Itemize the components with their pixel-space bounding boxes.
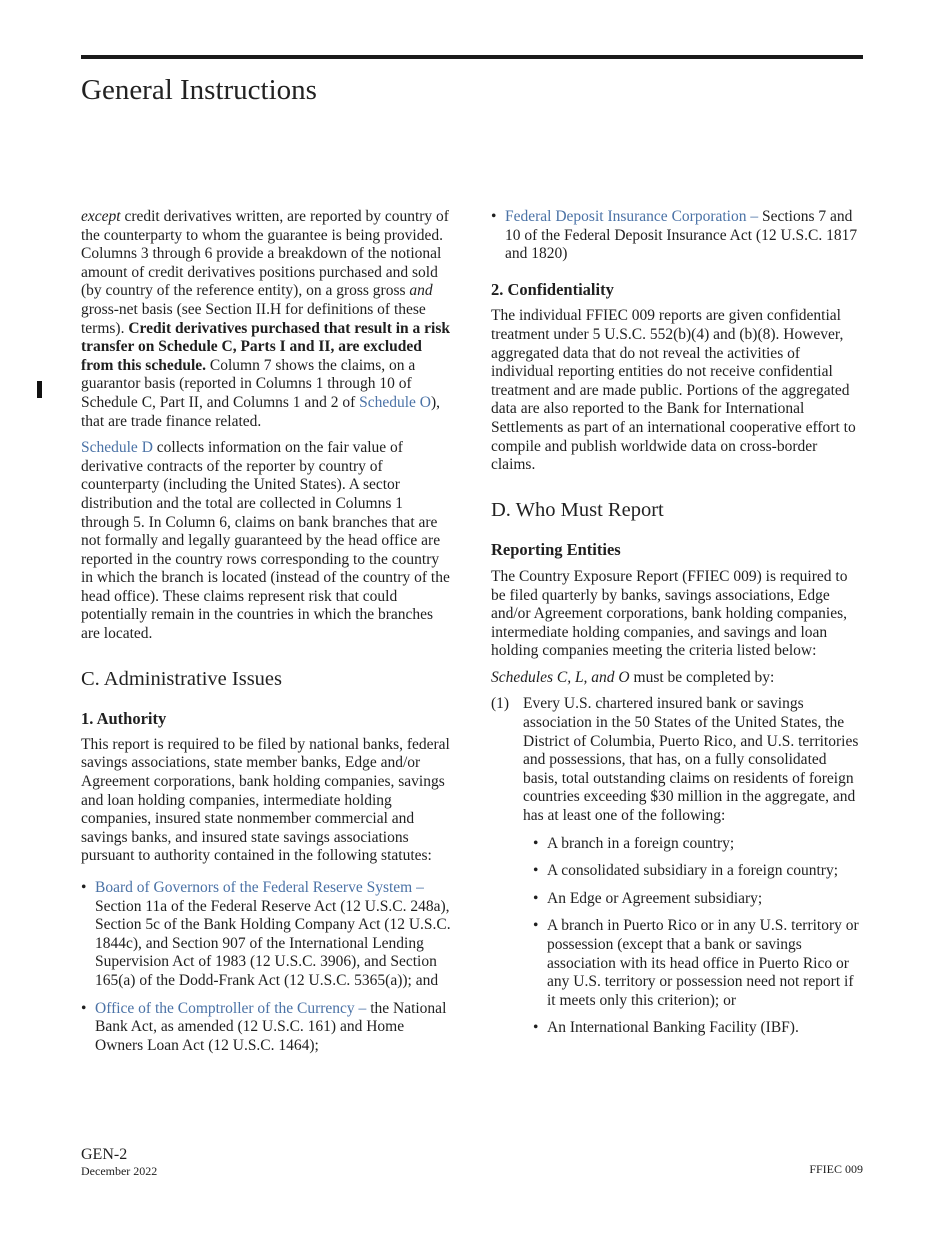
- change-bar: [37, 381, 42, 398]
- page-number: GEN-2: [81, 1146, 128, 1163]
- confidentiality-heading: 2. Confidentiality: [491, 279, 614, 299]
- authority-statutes-list: [81, 879, 455, 1055]
- reporting-entities-paragraph: The Country Exposure Report (FFIEC 009) is required to be filed quarterly by banks, savings associations, Edge and/or Agreement corporations, bank holding companies, intermediate holding companies, and savings and loan holding companies meeting the criteria listed below:: [491, 567, 848, 660]
- credit-derivatives-paragraph: except credit derivatives written, are reported by country of the counterparty to whom the guarantee is being provided. Columns 3 through 6 provide a breakdown of the notional amount of credit derivatives positions purchased and sold (by country of the reference entity), on a gross gross and gross-net basis (see Section II.H for definitions of these terms). Credit derivatives purchased that result in a risk transfer on Schedule C, Parts I and II, are excluded from this schedule. Column 7 shows the claims, on a guarantor basis (reported in Columns 1 through 10 of Schedule C, Part II, and Columns 1 and 2 of Schedule O), that are trade finance related.: [81, 208, 450, 430]
- list-item: • Board of Governors of the Federal Reserve System – Section 11a of the Federal Reserve Act (12 U.S.C. 248a), Section 5c of the Bank Holding Company Act (12 U.S.C. 1844c), and Section 907 of the International Lending Supervision Act of 1983 (12 U.S.C. 3906), and Section 165(a) of the Dodd-Frank Act (12 U.S.C. 5365(a)); and: [81, 879, 455, 991]
- list-item: • An Edge or Agreement subsidiary;: [533, 890, 865, 909]
- list-item: • A branch in Puerto Rico or in any U.S. territory or possession (except that a bank or savings association with its head office in Puerto Rico or any U.S. territory or possession need not report if it meets only this criterion); or: [533, 917, 865, 1010]
- list-item: • A branch in a foreign country;: [533, 835, 865, 854]
- schedule-d-paragraph: Schedule D collects information on the fair value of derivative contracts of the reporter by country of counterparty (including the United States). A sector distribution and the total are collected in Columns 1 through 5. In Column 6, claims on bank branches that are not formally and legally guaranteed by the head office are reported in the country rows corresponding to the country in which the branch is located (instead of the country of the head office). These claims represent risk that could potentially remain in the countries in which the branches are located.: [81, 439, 450, 643]
- reporting-entities-heading: Reporting Entities: [491, 540, 621, 560]
- occ-link[interactable]: Office of the Comptroller of the Currency –: [95, 999, 367, 1017]
- list-item: • Office of the Comptroller of the Currency – the National Bank Act, as amended (12 U.S.C. 161) and Home Owners Loan Act (12 U.S.C. 1464);: [81, 1000, 455, 1056]
- form-number: FFIEC 009: [809, 1162, 863, 1176]
- criteria-item-1: (1) Every U.S. chartered insured bank or savings association in the 50 States of the United States, the District of Columbia, Puerto Rico, and U.S. territories and possessions, that has, on a fully consolidated basis, total outstanding claims on residents of foreign countries exceeding $30 million in the aggregate, and has at least one of the following:: [491, 695, 859, 825]
- item-number: (1): [491, 695, 510, 713]
- left-column: [81, 208, 455, 1055]
- page-title: General Instructions: [81, 74, 317, 106]
- list-item: • A consolidated subsidiary in a foreign country;: [533, 862, 865, 881]
- federal-reserve-link[interactable]: Board of Governors of the Federal Reserve System –: [95, 879, 424, 896]
- footer-left: [81, 1146, 157, 1178]
- fdic-list: [491, 208, 865, 264]
- schedules-intro: Schedules C, L, and O must be completed by:: [491, 668, 775, 686]
- schedule-o-link[interactable]: Schedule O: [359, 393, 431, 411]
- confidentiality-paragraph: The individual FFIEC 009 reports are given confidential treatment under 5 U.S.C. 552(b)(4) and (b)(8). However, aggregated data that do not reveal the activities of individual reporting entities do not receive confidential treatment and are made public. Portions of the aggregated data are also reported to the Bank for International Settlements as part of an international cooperative effort to compile and publish worldwide data on cross-border claims.: [491, 307, 856, 474]
- right-column: [491, 208, 865, 1047]
- schedule-d-link[interactable]: Schedule D: [81, 439, 153, 457]
- section-d-heading: D. Who Must Report: [491, 498, 664, 521]
- authority-heading: 1. Authority: [81, 709, 167, 729]
- authority-paragraph: This report is required to be filed by national banks, federal savings associations, state member banks, Edge and/or Agreement corporations, bank holding companies, savings and loan holding companies, intermediate holding companies, insured state nonmember commercial and savings banks, and insured state savings associations pursuant to authority contained in the following statutes:: [81, 735, 450, 865]
- criteria-sub-list: [491, 835, 865, 1038]
- list-item: • Federal Deposit Insurance Corporation – Sections 7 and 10 of the Federal Deposit Insurance Act (12 U.S.C. 1817 and 1820): [491, 208, 865, 264]
- top-rule: [81, 55, 863, 59]
- list-item: • An International Banking Facility (IBF).: [533, 1019, 865, 1038]
- section-c-heading: C. Administrative Issues: [81, 667, 283, 690]
- footer-date: December 2022: [81, 1164, 158, 1178]
- fdic-link[interactable]: Federal Deposit Insurance Corporation –: [505, 208, 759, 225]
